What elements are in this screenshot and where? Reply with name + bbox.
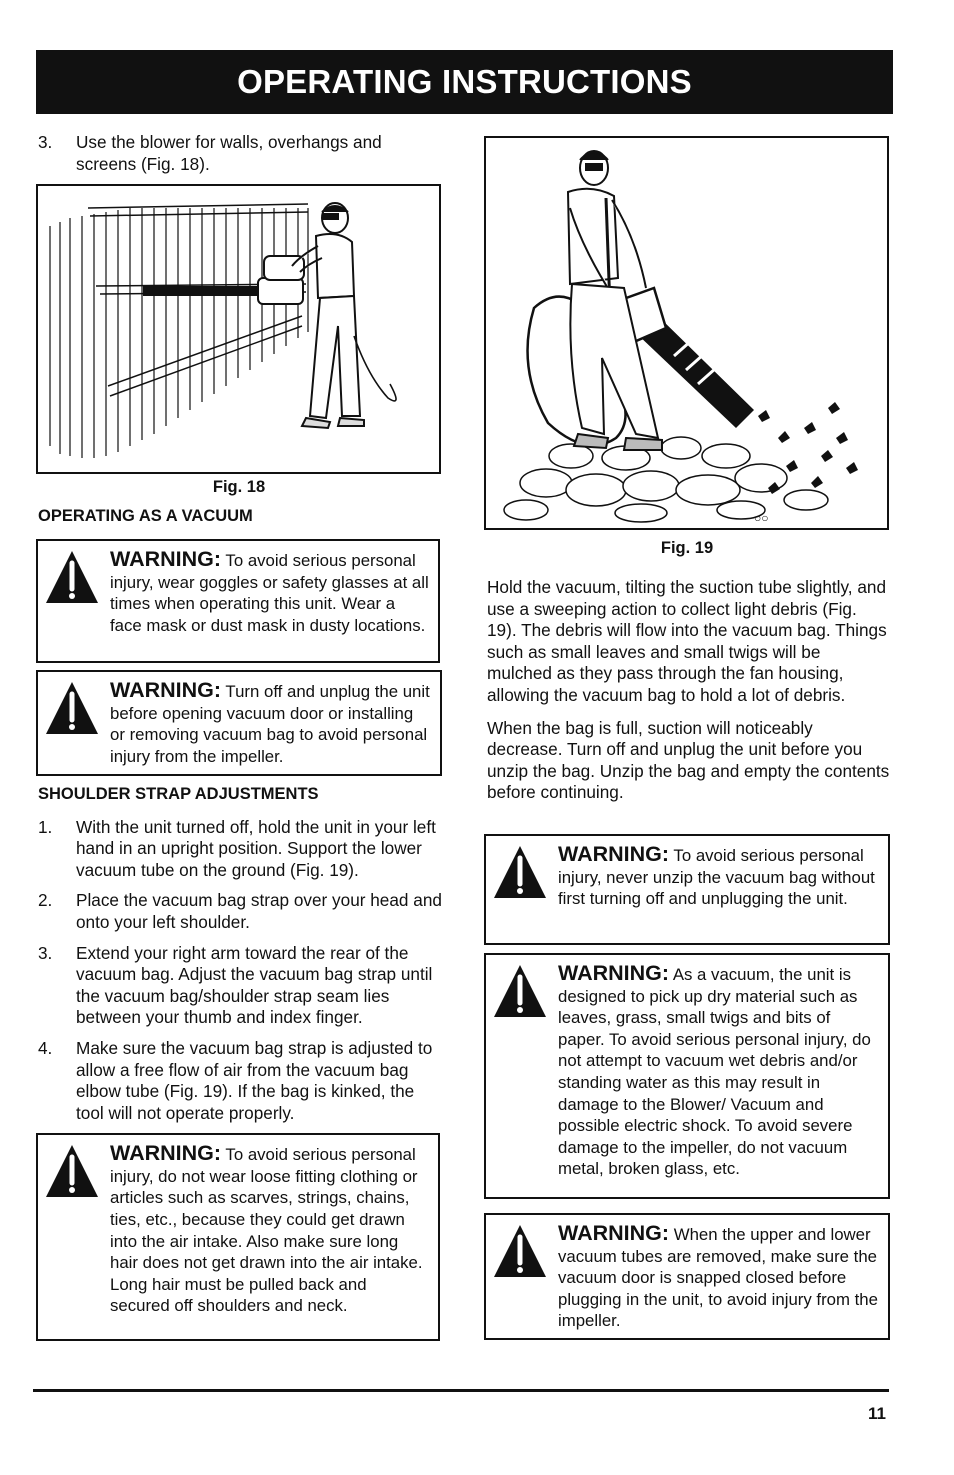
section-title: OPERATING INSTRUCTIONS <box>237 63 692 100</box>
warning-box-vacuum-door <box>484 1213 890 1340</box>
warning-icon <box>492 844 548 900</box>
figure-18-caption: Fig. 18 <box>212 478 266 497</box>
list-text: Place the vacuum bag strap over your head and onto your left shoulder. <box>76 890 442 932</box>
strap-heading: SHOULDER STRAP ADJUSTMENTS <box>38 784 319 803</box>
list-number: 4. <box>38 1037 53 1058</box>
list-text: With the unit turned off, hold the unit in your left hand in an upright position. Support the lower vacuum tube on the ground (Fig. 19). <box>76 816 436 880</box>
footer-rule <box>33 1389 889 1392</box>
list-text: Make sure the vacuum bag strap is adjusted to allow a free flow of air from the vacuum bag elbow tube (Fig. 19). If the bag is kinked, the tool will not operate properly. <box>76 1037 433 1123</box>
vacuum-heading: OPERATING AS A VACUUM <box>38 507 253 526</box>
warning-text: To avoid serious personal injury, never unzip the vacuum bag without first turning off and unplugging the unit. <box>558 845 875 909</box>
list-text: Use the blower for walls, overhangs and screens (Fig. 18). <box>76 132 382 174</box>
warning-box-unzip <box>484 834 890 945</box>
list-item <box>36 132 442 175</box>
list-item <box>36 890 442 933</box>
list-number: 3. <box>38 132 53 152</box>
list-item <box>36 817 442 882</box>
list-item <box>36 1038 442 1124</box>
warning-label: WARNING: <box>558 1220 670 1245</box>
svg-text:○○: ○○ <box>754 511 769 525</box>
paragraph-bag-full: When the bag is full, suction will noticeably decrease. Turn off and unplug the unit before you unzip the bag. Unzip the bag and empty the contents before continuing. <box>487 717 890 803</box>
figure-19 <box>484 136 889 530</box>
warning-icon <box>492 963 548 1019</box>
warning-icon <box>492 1223 548 1279</box>
warning-label: WARNING: <box>558 841 670 866</box>
warning-box-goggles <box>36 539 440 663</box>
warning-label: WARNING: <box>110 547 222 572</box>
warning-icon <box>44 549 100 605</box>
figure-18 <box>36 184 441 474</box>
warning-text: When the upper and lower vacuum tubes are removed, make sure the vacuum door is snapped closed before plugging in the unit, to avoid injury from the impeller. <box>558 1224 878 1331</box>
paragraph-sweeping: Hold the vacuum, tilting the suction tube slightly, and use a sweeping action to collect light debris (Fig. 19). The debris will flow into the vacuum bag. Things such as small leaves and small twigs will be mulched as they pass through the fan housing, allowing the vacuum bag to hold a lot of debris. <box>487 577 887 705</box>
list-text: Extend your right arm toward the rear of the vacuum bag. Adjust the vacuum bag strap until the vacuum bag/shoulder strap seam lies between your thumb and index finger. <box>76 942 433 1028</box>
warning-box-dry-material <box>484 953 890 1199</box>
list-number: 2. <box>38 890 53 911</box>
warning-label: WARNING: <box>110 678 222 703</box>
warning-text: To avoid serious personal injury, wear goggles or safety glasses at all times when operating this unit. Wear a face mask or dust mask in dusty locations. <box>110 551 429 635</box>
warning-icon <box>44 1143 100 1199</box>
warning-box-unplug <box>36 670 442 775</box>
warning-label: WARNING: <box>110 1141 222 1166</box>
warning-text: Turn off and unplug the unit before opening vacuum door or installing or removing vacuum bag to avoid personal injury from the impeller. <box>110 682 430 766</box>
list-number: 1. <box>38 816 53 837</box>
fence-blower-illustration <box>38 186 439 472</box>
page-number: 11 <box>868 1404 886 1423</box>
right-column <box>484 136 890 1340</box>
warning-label: WARNING: <box>558 960 670 985</box>
vacuum-user-illustration <box>486 138 887 528</box>
figure-19-caption: Fig. 19 <box>660 539 714 557</box>
warning-box-clothing <box>36 1133 440 1341</box>
left-column <box>36 132 442 1341</box>
list-number: 3. <box>38 942 53 963</box>
list-item <box>36 943 442 1029</box>
warning-text: As a vacuum, the unit is designed to pick up dry material such as leaves, grass, small twigs and bits of paper. To avoid serious personal injury, do not attempt to vacuum wet debris and/or standing water as this may result in damage to the Blower/ Vacuum and possible electric shock. To avoid severe damage to the impeller, do not vacuum metal, broken glass, etc. <box>558 964 871 1179</box>
section-header <box>36 50 893 114</box>
warning-text: To avoid serious personal injury, do not wear loose fitting clothing or articles such as scarves, strings, chains, ties, etc., because they could get drawn into the air intake. Also make sure long hair does not get drawn into the air intake. Long hair must be pulled back and secured off shoulders and neck. <box>110 1145 423 1316</box>
warning-icon <box>44 680 100 736</box>
